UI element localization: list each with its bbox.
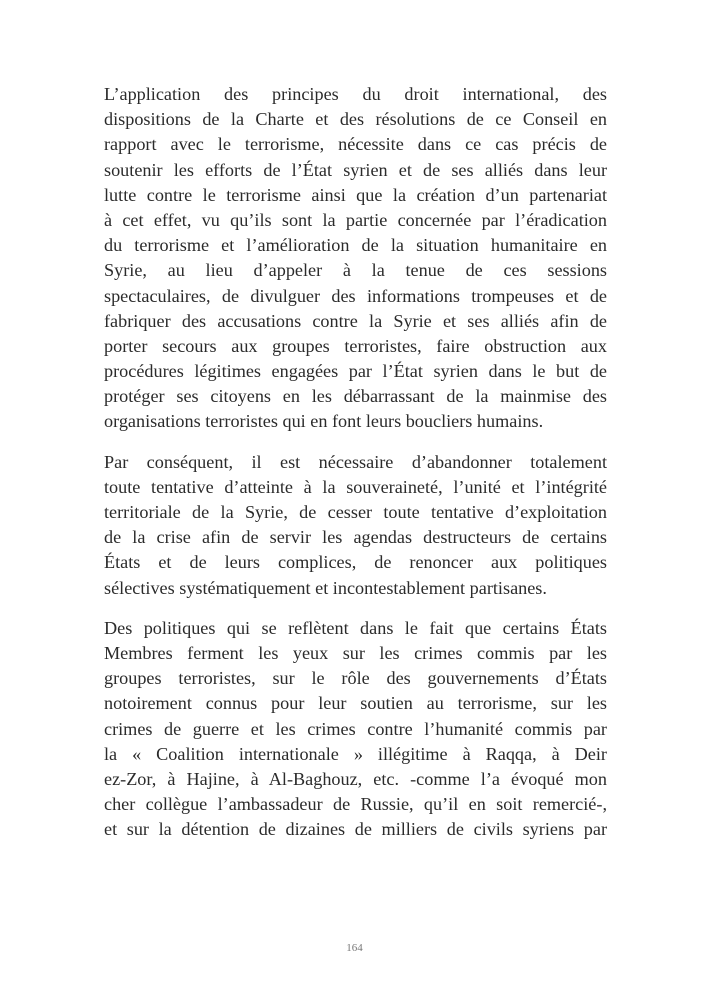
- text-line: ez-Zor, à Hajine, à Al-Baghouz, etc. -comme l’a évoqué mon: [104, 768, 607, 789]
- text-line: groupes terroristes, sur le rôle des gouvernements d’États: [104, 668, 607, 689]
- text-line: la « Coalition internationale » illégitime à Raqqa, à Deir: [104, 743, 607, 764]
- text-line: organisations terroristes qui en font leurs boucliers humains.: [104, 411, 544, 432]
- text-line: Par conséquent, il est nécessaire d’abandonner totalement: [104, 451, 607, 472]
- text-line: territoriale de la Syrie, de cesser toute tentative d’exploitation: [104, 502, 607, 522]
- text-line: crimes de guerre et les crimes contre l’humanité commis par: [104, 718, 607, 739]
- text-line: lutte contre le terrorisme ainsi que la création d’un partenariat: [104, 184, 607, 205]
- text-line: fabriquer des accusations contre la Syrie et ses alliés afin de: [104, 310, 607, 331]
- text-line: et sur la détention de dizaines de milliers de civils syriens par: [104, 819, 607, 840]
- text-line: toute tentative d’atteinte à la souveraineté, l’unité et l’intégrité: [104, 476, 607, 497]
- text-line: du terrorisme et l’amélioration de la situation humanitaire en: [104, 235, 607, 256]
- text-line: notoirement connus pour leur soutien au terrorisme, sur les: [104, 693, 607, 714]
- text-line: Des politiques qui se reflètent dans le fait que certains États: [104, 617, 607, 638]
- text-line: États et de leurs complices, de renoncer aux politiques: [104, 552, 607, 573]
- text-line: de la crise afin de servir les agendas destructeurs de certains: [104, 527, 607, 548]
- text-line: cher collègue l’ambassadeur de Russie, qu’il en soit remercié-,: [104, 794, 607, 815]
- text-line: sélectives systématiquement et incontestablement partisanes.: [104, 577, 547, 598]
- text-line: spectaculaires, de divulguer des informations trompeuses et de: [104, 285, 607, 306]
- page-number: 164: [346, 942, 363, 954]
- paragraph-1: [104, 82, 607, 435]
- text-line: à cet effet, vu qu’ils sont la partie concernée par l’éradication: [104, 209, 607, 230]
- text-line: Syrie, au lieu d’appeler à la tenue de ces sessions: [104, 260, 607, 281]
- text-line: L’application des principes du droit international, des: [104, 84, 607, 104]
- body-text: [104, 82, 607, 857]
- paragraph-2: [104, 450, 607, 601]
- text-line: rapport avec le terrorisme, nécessite dans ce cas précis de: [104, 134, 607, 155]
- text-line: protéger ses citoyens en les débarrassant de la mainmise des: [104, 386, 607, 407]
- text-line: dispositions de la Charte et des résolutions de ce Conseil en: [104, 109, 607, 130]
- text-line: Membres ferment les yeux sur les crimes commis par les: [104, 642, 607, 663]
- text-line: porter secours aux groupes terroristes, faire obstruction aux: [104, 335, 607, 356]
- text-line: procédures légitimes engagées par l’État syrien dans le but de: [104, 361, 607, 382]
- text-line: soutenir les efforts de l’État syrien et de ses alliés dans leur: [104, 159, 607, 180]
- paragraph-3: [104, 616, 607, 843]
